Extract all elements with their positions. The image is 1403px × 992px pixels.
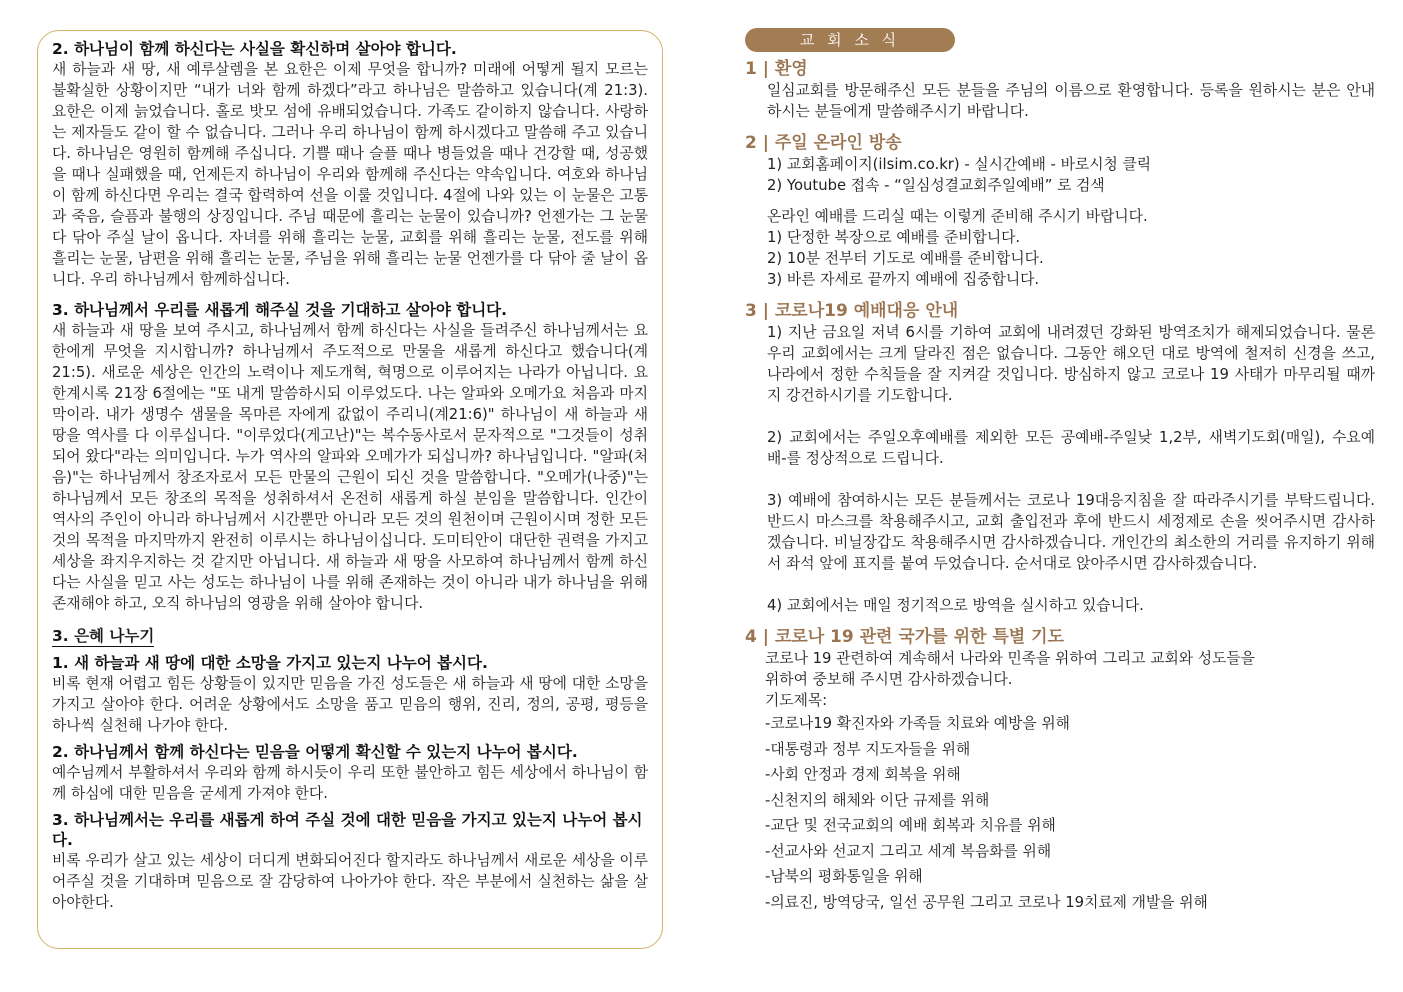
church-news-header: 교 회 소 식 xyxy=(745,28,955,52)
prayer-topics-label: 기도제목: xyxy=(765,692,828,709)
question-answer: 예수님께서 부활하셔서 우리와 함께 하시듯이 우리 또한 불안하고 힘든 세상에서 하나님이 함께 하심에 대한 믿음을 굳세게 가져야 한다. xyxy=(52,764,648,802)
prep-item: 2) 10분 전부터 기도로 예배를 준비합니다. xyxy=(767,250,1044,267)
guide-paragraph: 1) 지난 금요일 저녁 6시를 기하여 교회에 내려졌던 강화된 방역조치가 해제되었습니다. 물론 우리 교회에서는 크게 달라진 점은 없습니다. 그동안 해오던 대로 방역에 철저히 신경을 쓰고, 나라에서 정한 수칙들을 잘 지켜갈 것입니다. 방심하지 않고 코로나 19 사태가 마무리될 때까지 강건하시기를 기도합니다. xyxy=(767,324,1375,404)
prayer-item: -신천지의 해체와 이단 규제를 위해 xyxy=(765,791,990,809)
sermon-panel xyxy=(37,30,663,949)
news-title: 2 | 주일 온라인 방송 xyxy=(745,133,902,153)
news-welcome xyxy=(745,58,1375,122)
prep-item: 3) 바른 자세로 끝까지 예배에 집중합니다. xyxy=(767,271,1040,288)
prep-intro: 온라인 예배를 드리실 때는 이렇게 준비해 주시기 바랍니다. xyxy=(767,208,1148,225)
prayer-item: -사회 안정과 경제 회복을 위해 xyxy=(765,766,961,783)
sharing-question-1 xyxy=(52,653,648,736)
section-body: 새 하늘과 새 땅, 새 예루살렘을 본 요한은 이제 무엇을 합니까? 미래에 어떻게 될지 모르는 불확실한 상황이지만 “내가 너와 함께 하겠다”라고 하나님은 말씀하고 있습니다(계 21:3). 요한은 이제 늙었습니다. 홀로 밧모 섬에 유배되었습니다. 가족도 같이하지 않습니다. 사랑하는 제자들도 같이 할 수 없습니다. 그러나 우리 하나님이 함께 하시겠다고 말씀해 주고 있습니다. 하나님은 영원히 함께해 주십니다. 기쁠 때나 슬플 때나 병들었을 때나 건강할 때, 성공했을 때나 실패했을 때, 언제든지 하나님이 우리와 함께해 주신다는 약속입니다. 여호와 하나님이 함께 하신다면 우리는 결국 합력하여 선을 이룰 것입니다. 4절에 나와 있는 이 눈물은 고통과 죽음, 슬픔과 불행의 상징입니다. 주님 때문에 흘리는 눈물이 있습니까? 언젠가는 그 눈물 다 닦아 주실 날이 옵니다. 자녀를 위해 흘리는 눈물, 교회를 위해 흘리는 눈물, 전도를 위해 흘리는 눈물, 남편을 위해 흘리는 눈물, 주님을 위해 흘리는 눈물 언젠가를 다 닦아 줄 날이 옵니다. 우리 하나님께서 함께하십니다. xyxy=(52,61,648,288)
sharing-question-3 xyxy=(52,810,648,913)
sharing-question-2 xyxy=(52,742,648,804)
grace-sharing xyxy=(52,624,648,913)
guide-paragraph: 4) 교회에서는 매일 정기적으로 방역을 실시하고 있습니다. xyxy=(767,597,1144,614)
news-title: 4 | 코로나 19 관련 국가를 위한 특별 기도 xyxy=(745,627,1064,647)
guide-paragraph: 3) 예배에 참여하시는 모든 분들께서는 코로나 19대응지침을 잘 따라주시기를 부탁드립니다. 반드시 마스크를 착용해주시고, 교회 출입전과 후에 반드시 세정제로 손을 씻어주시면 감사하겠습니다. 비닐장갑도 착용해주시면 감사하겠습니다. 개인간의 최소한의 거리를 유지하기 위해서 좌석 앞에 표지를 붙여 두었습니다. 순서대로 앉아주시면 감사하겠습니다. xyxy=(767,492,1375,572)
sermon-section-2 xyxy=(52,39,648,290)
broadcast-line: 1) 교회홈페이지(ilsim.co.kr) - 실시간예배 - 바로시청 클릭 xyxy=(767,156,1152,173)
prayer-item: -대통령과 정부 지도자들을 위해 xyxy=(765,740,971,758)
grace-sharing-title: 3. 은혜 나누기 xyxy=(52,627,155,645)
question-title: 2. 하나님께서 함께 하신다는 믿음을 어떻게 확신할 수 있는지 나누어 봅시다. xyxy=(52,743,578,761)
news-body: 일심교회를 방문해주신 모든 분들을 주님의 이름으로 환영합니다. 등록을 원하시는 분은 안내하시는 분들에게 말씀해주시기 바랍니다. xyxy=(767,82,1375,120)
prayer-item: -선교사와 선교지 그리고 세계 복음화를 위해 xyxy=(765,842,1052,860)
prep-item: 1) 단정한 복장으로 예배를 준비합니다. xyxy=(767,229,1021,246)
news-title: 1 | 환영 xyxy=(745,59,808,79)
church-news-panel xyxy=(745,28,1375,925)
sermon-section-3 xyxy=(52,300,648,614)
guide-paragraph: 2) 교회에서는 주일오후예배를 제외한 모든 공예배-주일낮 1,2부, 새벽기도회(매일), 수요예배-를 정상적으로 드립니다. xyxy=(767,429,1375,467)
section-body: 새 하늘과 새 땅을 보여 주시고, 하나님께서 함께 하신다는 사실을 들려주신 하나님께서는 요한에게 무엇을 지시합니까? 하나님께서 주도적으로 만물을 새롭게 하신다고 했습니다(계 21:5). 새로운 세상은 인간의 노력이나 제도개혁, 혁명으로 이루어지는 나라가 아닙니다. 요한계시록 21장 6절에는 "또 내게 말씀하시되 이루었도다. 나는 알파와 오메가요 처음과 마지막이라. 내가 생명수 샘물을 목마른 자에게 값없이 주리니(계21:6)" 하나님이 새 하늘과 새 땅을 역사를 다 이루십니다. "이루었다(게고난)"는 복수동사로서 문자적으로 "그것들이 성취되어 왔다"라는 의미입니다. 누가 역사의 알파와 오메가가 되십니까? 하나님입니다. "알파(처음)"는 하나님께서 창조자로서 모든 만물의 근원이 되신 것을 말씀합니다. "오메가(나중)"는 하나님께서 모든 창조의 목적을 성취하셔서 온전히 새롭게 하실 분임을 말씀합니다. 인간이 역사의 주인이 아니라 하나님께서 시간뿐만 아니라 모든 것의 원천이며 근원이시며 정한 모든 것의 목적을 마지막까지 완전히 이루시는 하나님이십니다. 도미티안이 대단한 권력을 가지고 세상을 좌지우지하는 것 같지만 아닙니다. 새 하늘과 새 땅을 사모하여 하나님께서 함께 하신다는 사실을 믿고 사는 성도는 하나님이 나를 위해 존재하는 것이 아니라 내가 하나님을 위해 존재해야 하고, 오직 하나님의 영광을 위해 살아야 합니다. xyxy=(52,322,648,612)
news-special-prayer xyxy=(745,626,1375,915)
news-title: 3 | 코로나19 예배대응 안내 xyxy=(745,301,959,321)
prayer-item: -의료진, 방역당국, 일선 공무원 그리고 코로나 19치료제 개발을 위해 xyxy=(765,893,1208,911)
prayer-intro: 위하여 중보해 주시면 감사하겠습니다. xyxy=(765,671,1013,688)
section-heading: 3. 하나님께서 우리를 새롭게 해주실 것을 기대하고 살아야 합니다. xyxy=(52,301,508,319)
prayer-intro: 코로나 19 관련하여 계속해서 나라와 민족을 위하여 그리고 교회와 성도들을 xyxy=(765,650,1255,667)
question-title: 3. 하나님께서는 우리를 새롭게 하여 주실 것에 대한 믿음을 가지고 있는지 나누어 봅시다. xyxy=(52,811,643,849)
prayer-item: -코로나19 확진자와 가족들 치료와 예방을 위해 xyxy=(765,715,1070,732)
question-answer: 비록 현재 어렵고 힘든 상황들이 있지만 믿음을 가진 성도들은 새 하늘과 새 땅에 대한 소망을 가지고 살아야 한다. 어려운 상황에서도 소망을 품고 믿음의 행위, 진리, 정의, 공평, 평등을 하나씩 실천해 나가야 한다. xyxy=(52,675,648,734)
prayer-item: -남북의 평화통일을 위해 xyxy=(765,868,923,885)
news-corona-guide xyxy=(745,300,1375,616)
section-heading: 2. 하나님이 함께 하신다는 사실을 확신하며 살아야 합니다. xyxy=(52,40,457,58)
broadcast-line: 2) Youtube 접속 - “일심성결교회주일예배” 로 검색 xyxy=(767,177,1105,194)
news-online-broadcast xyxy=(745,132,1375,290)
prayer-item: -교단 및 전국교회의 예배 회복과 치유를 위해 xyxy=(765,817,1056,834)
question-title: 1. 새 하늘과 새 땅에 대한 소망을 가지고 있는지 나누어 봅시다. xyxy=(52,654,488,672)
question-answer: 비록 우리가 살고 있는 세상이 더디게 변화되어진다 할지라도 하나님께서 새로운 세상을 이루어주실 것을 기대하며 믿음으로 잘 감당하여 나아가야 한다. 작은 부분에서 실천하는 삶을 살아야한다. xyxy=(52,852,648,911)
